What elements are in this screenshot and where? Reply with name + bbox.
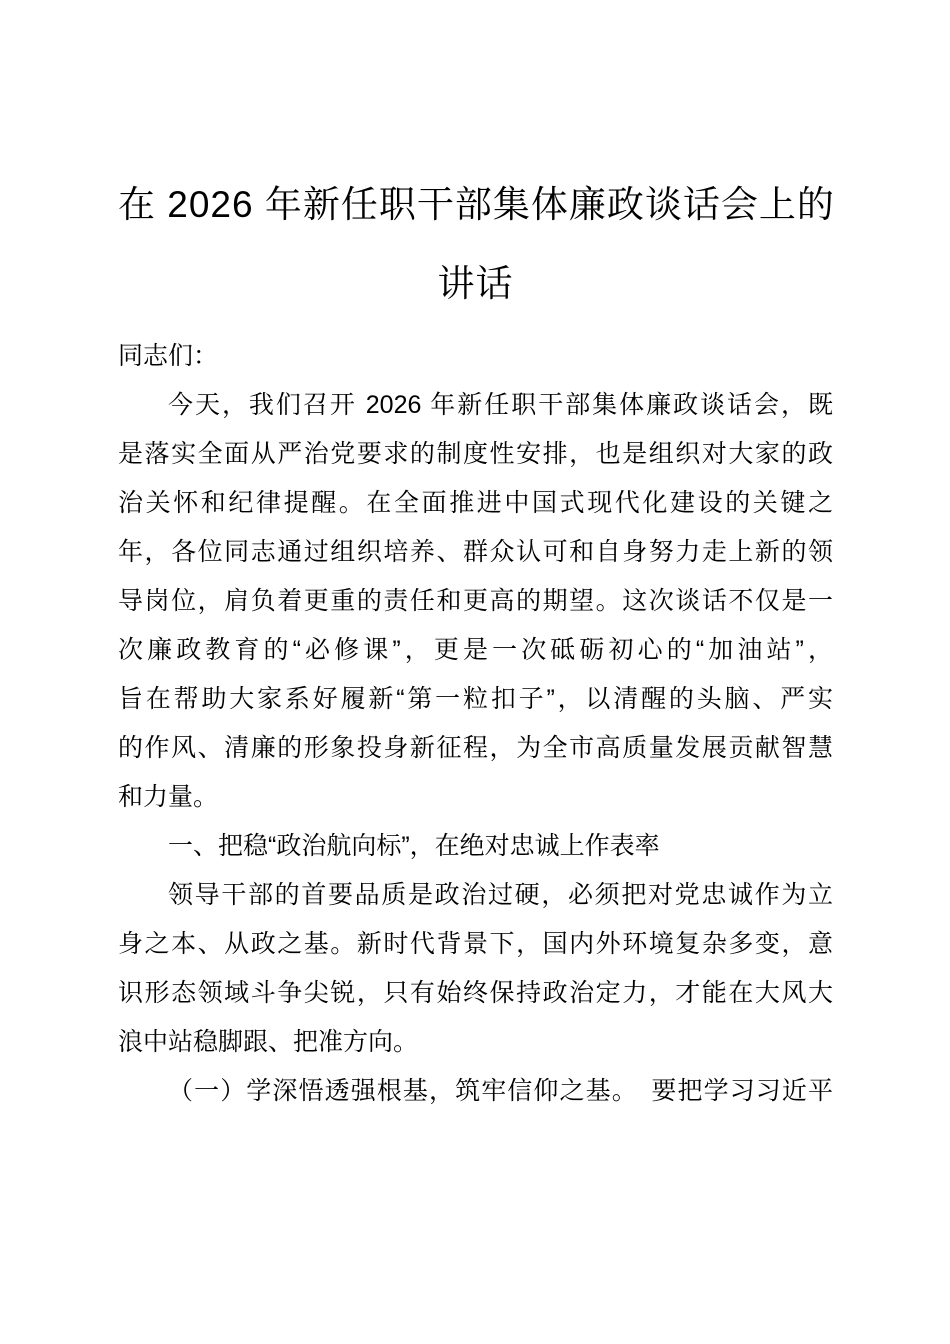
document-title-line-1: 在 2026 年新任职干部集体廉政谈话会上的 <box>118 184 835 225</box>
salutation-line: 同志们： <box>118 342 219 370</box>
body-line: （一）学深悟透强根基，筑牢信仰之基。 要把学习习近平 <box>168 1077 833 1105</box>
document-body <box>118 332 833 1116</box>
body-line: 识形态领域斗争尖锐，只有始终保持政治定力，才能在大风大 <box>118 979 833 1007</box>
heading-line: 一、把稳“政治航向标”，在绝对忠诚上作表率 <box>168 832 660 860</box>
body-line: 是落实全面从严治党要求的制度性安排，也是组织对大家的政 <box>118 440 833 468</box>
body-line: 今天，我们召开 2026 年新任职干部集体廉政谈话会，既 <box>168 391 833 419</box>
body-line: 治关怀和纪律提醒。在全面推进中国式现代化建设的关键之 <box>118 489 833 517</box>
document-title-line-2: 讲话 <box>437 263 514 304</box>
body-line: 次廉政教育的“必修课”，更是一次砥砺初心的“加油站”， <box>118 636 833 664</box>
body-line: 身之本、从政之基。新时代背景下，国内外环境复杂多变，意 <box>118 930 833 958</box>
body-line: 导岗位，肩负着更重的责任和更高的期望。这次谈话不仅是一 <box>118 587 833 615</box>
body-line: 年，各位同志通过组织培养、群众认可和自身努力走上新的领 <box>118 538 833 566</box>
body-line: 的作风、清廉的形象投身新征程，为全市高质量发展贡献智慧 <box>118 734 833 762</box>
body-line: 领导干部的首要品质是政治过硬，必须把对党忠诚作为立 <box>168 881 833 909</box>
body-line: 和力量。 <box>118 783 219 811</box>
body-line: 浪中站稳脚跟、把准方向。 <box>118 1028 419 1056</box>
body-line: 旨在帮助大家系好履新“第一粒扣子”，以清醒的头脑、严实 <box>118 685 833 713</box>
document-title <box>118 165 833 323</box>
